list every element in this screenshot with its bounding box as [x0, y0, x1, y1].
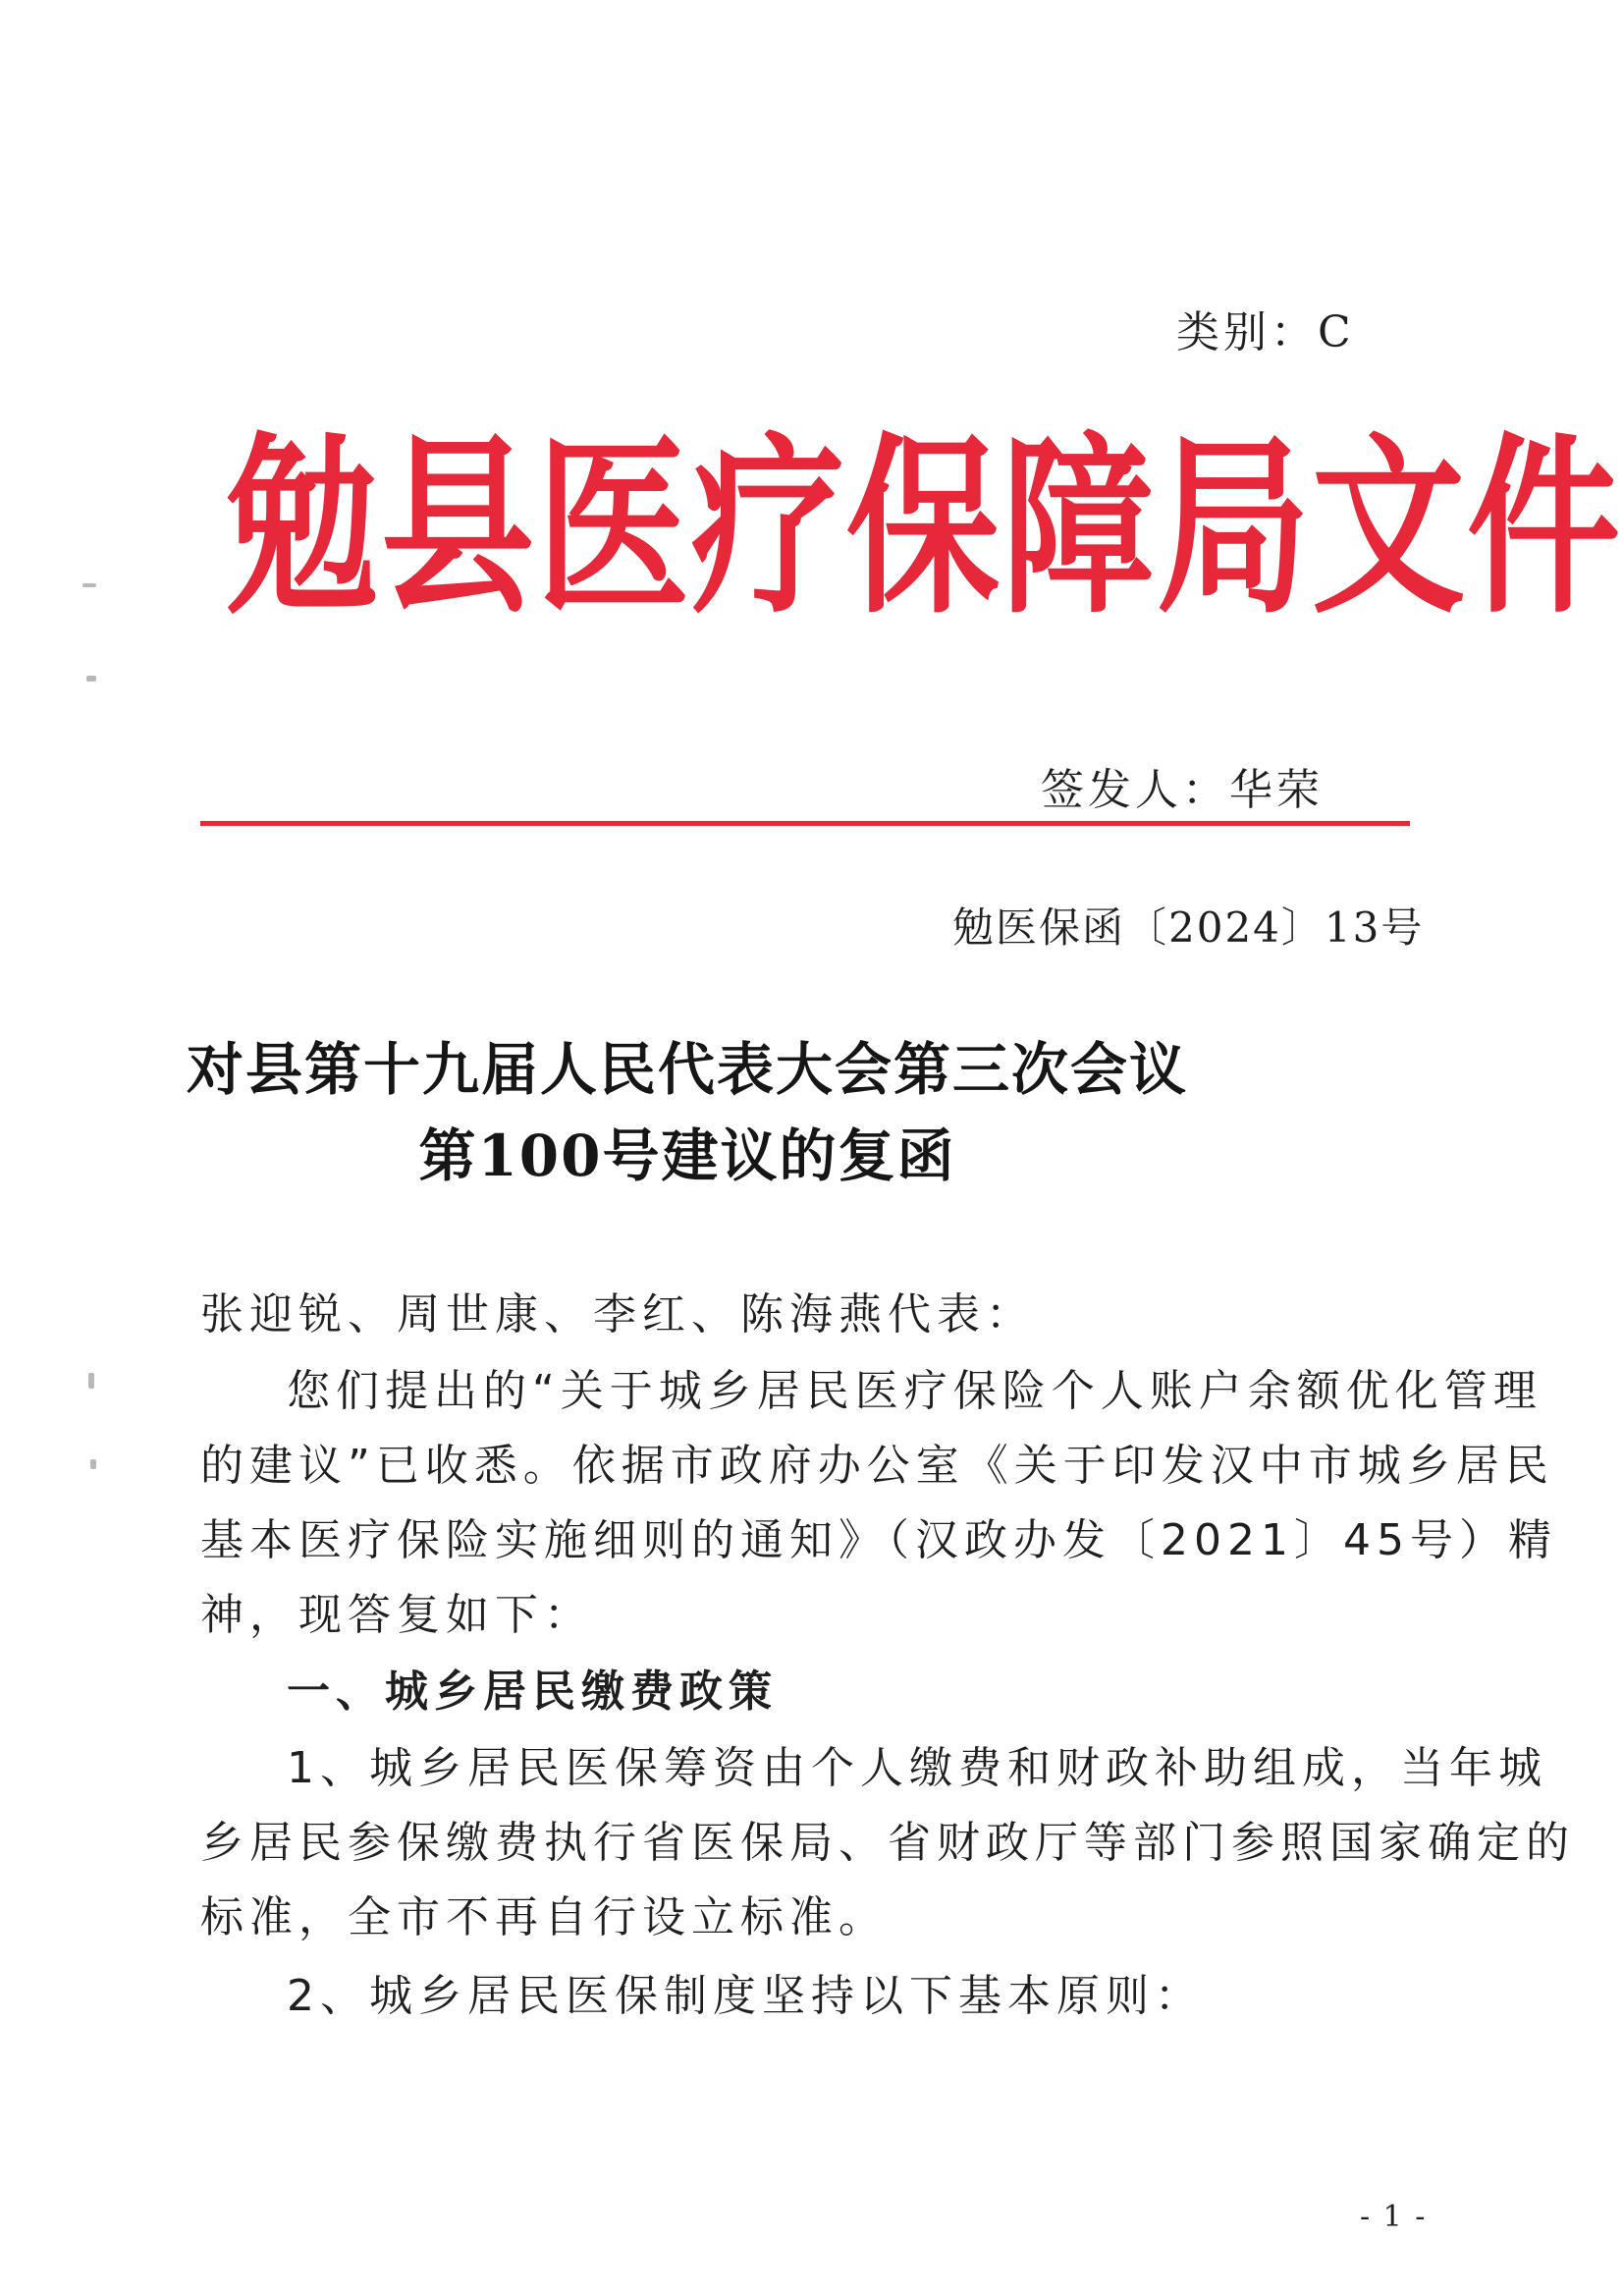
paragraph-line: 标准，全市不再自行设立标准。	[200, 1892, 888, 1942]
signer-label: 签发人：华荣	[1041, 765, 1324, 815]
paragraph-line: 神，现答复如下：	[200, 1590, 593, 1640]
masthead-title: 勉县医疗保障局文件	[226, 415, 1622, 639]
paragraph-line: 您们提出的“关于城乡居民医疗保险个人账户余额优化管理	[287, 1366, 1542, 1416]
paragraph-line: 1、城乡居民医保筹资由个人缴费和财政补助组成，当年城	[287, 1743, 1547, 1793]
scan-speck	[88, 1373, 94, 1389]
document-title-line-2: 第100号建议的复函	[418, 1122, 956, 1189]
document-title-line-1: 对县第十九届人民代表大会第三次会议	[186, 1036, 1188, 1103]
paragraph-line: 乡居民参保缴费执行省医保局、省财政厅等部门参照国家确定的	[200, 1818, 1575, 1868]
scan-speck	[82, 583, 96, 587]
paragraph-line: 的建议”已收悉。依据市政府办公室《关于印发汉中市城乡居民	[200, 1441, 1554, 1491]
scan-speck	[90, 1459, 96, 1469]
salutation: 张迎锐、周世康、李红、陈海燕代表：	[200, 1289, 1035, 1339]
list-item: 2、城乡居民医保制度坚持以下基本原则：	[287, 1971, 1204, 2021]
category-label: 类别：C	[1176, 307, 1355, 357]
scan-speck	[86, 676, 96, 682]
paragraph-line: 基本医疗保险实施细则的通知》（汉政办发〔2021〕45号）精	[200, 1515, 1557, 1565]
page-number: - 1 -	[1360, 2200, 1428, 2234]
red-divider	[200, 821, 1410, 826]
document-number: 勉医保函〔2024〕13号	[952, 903, 1425, 952]
section-heading: 一、城乡居民缴费政策	[287, 1667, 778, 1717]
